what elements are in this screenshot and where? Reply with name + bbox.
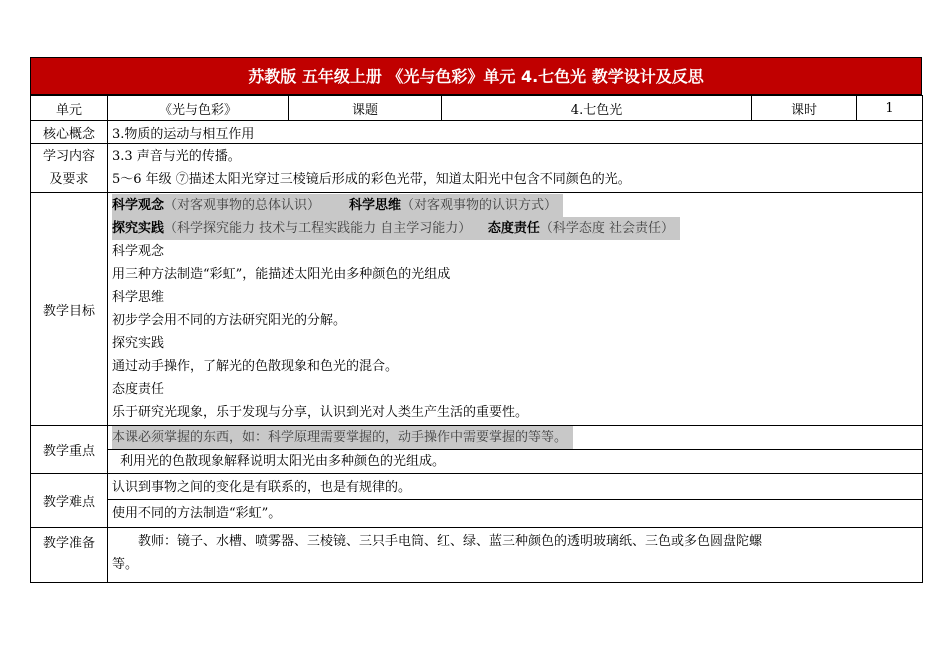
lesson-label: 课题 [289,96,442,121]
goal-item: 用三种方法制造“彩虹”，能描述太阳光由多种颜色的光组成 [112,267,451,282]
difficulties-content [108,474,923,528]
difficulties-row [31,474,923,528]
preparation-line-2: 等。 [112,557,139,572]
unit-label: 单元 [31,96,108,121]
content-line-1: 3.3 声音与光的传播。 [112,149,241,164]
goal-item: 科学观念 [112,244,165,259]
period-value: 1 [857,96,923,121]
preparation-row [31,528,923,583]
goal-item: 初步学会用不同的方法研究阳光的分解。 [112,313,347,328]
period-label: 课时 [752,96,857,121]
content-value [108,144,923,193]
key-points-hint: 本课必须掌握的东西，如：科学原理需要掌握的，动手操作中需要掌握的等等。 [112,426,573,449]
core-concept-label: 核心概念 [31,121,108,144]
lesson-plan-table [30,95,923,583]
document-title: 苏教版 五年级上册 《光与色彩》单元 4.七色光 教学设计及反思 [30,57,922,95]
unit-value: 《光与色彩》 [108,96,289,121]
core-concept-value: 3.物质的运动与相互作用 [108,121,923,144]
preparation-content [108,528,923,583]
goals-legend-1: 科学观念（对客观事物的总体认识） 科学思维（对客观事物的认识方式） [112,194,918,217]
content-line-2: 5～6 年级 ⑦描述太阳光穿过三棱镜后形成的彩色光带，知道太阳光中包含不同颜色的光。 [112,172,631,187]
key-points-content [108,426,923,474]
goals-content [108,193,923,426]
goals-row [31,193,923,426]
key-points-value: 利用光的色散现象解释说明太阳光由多种颜色的光组成。 [108,449,922,473]
lesson-plan-page [30,57,922,583]
content-label: 学习内容 及要求 [31,144,108,193]
goal-item: 乐于研究光现象，乐于发现与分享，认识到光对人类生产生活的重要性。 [112,405,529,420]
preparation-line-1: 教师：镜子、水槽、喷雾器、三棱镜、三只手电筒、红、绿、蓝三种颜色的透明玻璃纸、三色或多色圆盘陀螺 [138,534,763,549]
goal-item: 科学思维 [112,290,165,305]
key-points-row [31,426,923,474]
goals-label: 教学目标 [31,193,108,426]
goal-item: 态度责任 [112,382,165,397]
goal-item: 探究实践 [112,336,165,351]
key-points-label: 教学重点 [31,426,108,474]
difficulties-value: 使用不同的方法制造“彩虹”。 [108,499,922,525]
difficulties-label: 教学难点 [31,474,108,528]
goals-legend-2: 探究实践（科学探究能力 技术与工程实践能力 自主学习能力） 态度责任（科学态度 社会责任） [112,217,918,240]
difficulties-hint: 认识到事物之间的变化是有联系的，也是有规律的。 [112,480,412,495]
goal-item: 通过动手操作，了解光的色散现象和色光的混合。 [112,359,399,374]
core-concept-row [31,121,923,144]
content-row [31,144,923,193]
preparation-label: 教学准备 [31,528,108,583]
header-row [31,96,923,121]
lesson-value: 4.七色光 [442,96,752,121]
